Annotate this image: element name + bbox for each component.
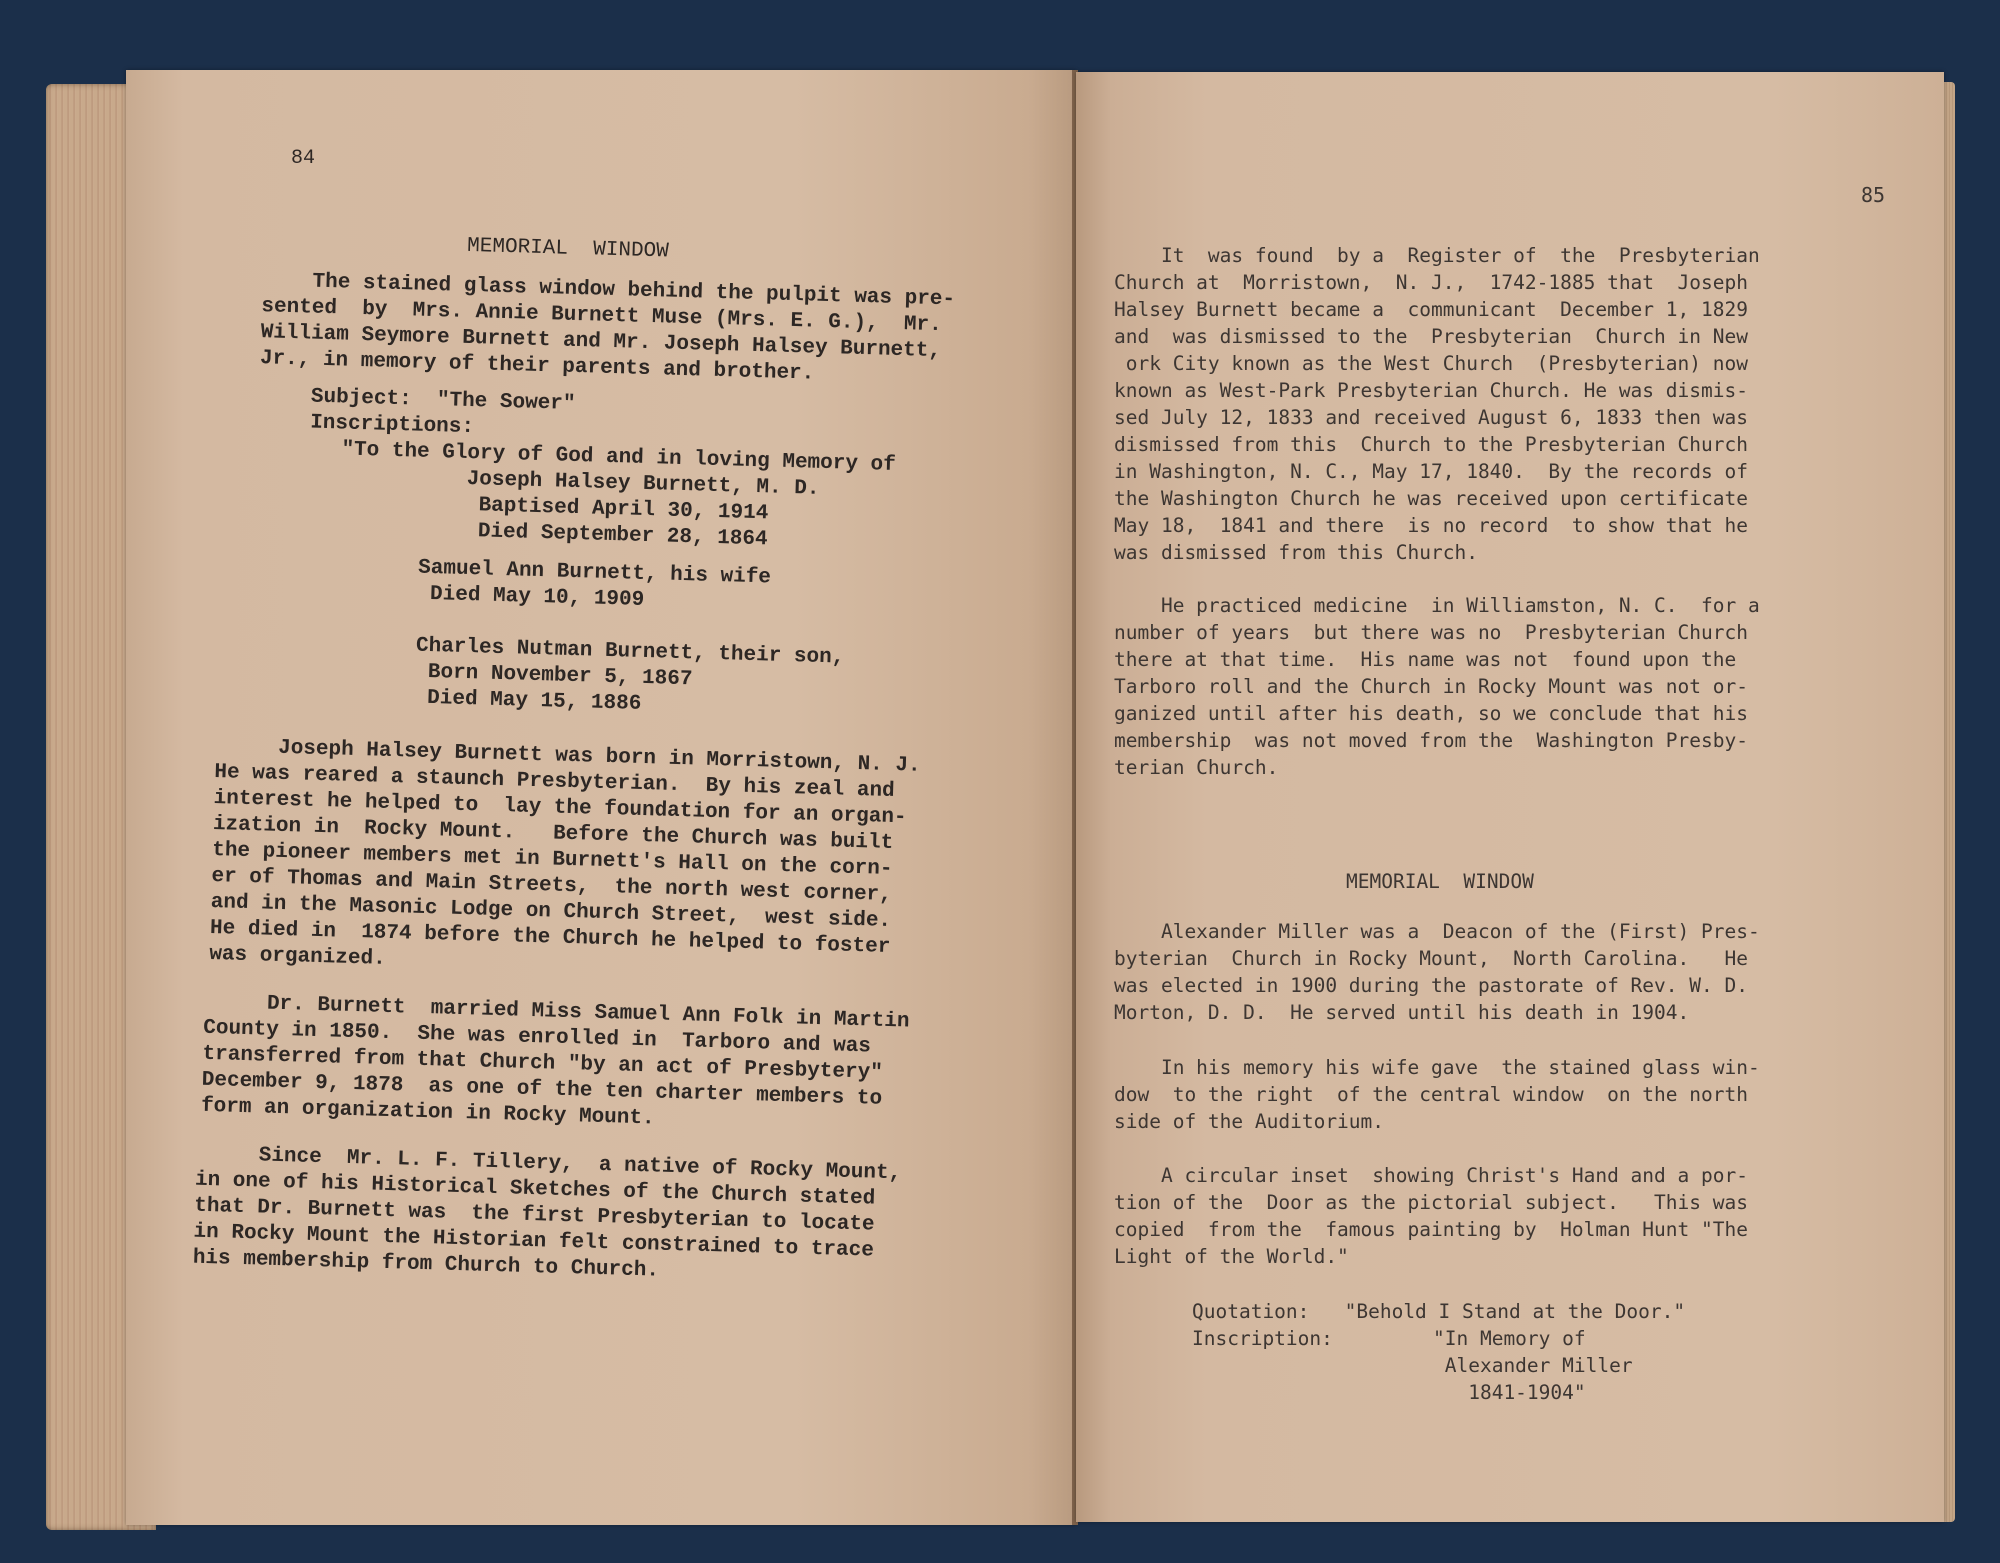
page-number: 84: [291, 147, 316, 170]
quotation-line: Quotation: "Behold I Stand at the Door.": [1192, 1300, 1686, 1323]
page-heading: MEMORIAL WINDOW: [466, 234, 670, 264]
inscription-label: Inscription:: [1192, 1327, 1333, 1350]
subject-line: Subject: "The Sower": [310, 385, 576, 416]
inscription-samuel: Samuel Ann Burnett, his wife Died May 10, 1909: [417, 556, 772, 612]
inscription-charles: Charles Nutman Burnett, their son, Born November 5, 1867 Died May 15, 1886: [414, 634, 845, 716]
page-number: 85: [1861, 183, 1886, 207]
inscription-joseph: "To the Glory of God and in loving Memory of Joseph Halsey Burnett, M. D. Baptised April 30, 1914 Died September 28, 1864: [338, 438, 897, 552]
left-page-content: [126, 70, 1076, 1525]
intro-paragraph: The stained glass window behind the pulpit was pre- sented by Mrs. Annie Burnett Muse (Mrs. E. G.), Mr. William Seymore Burnett and Mr. Joseph Halsey Burnett, Jr., in memory of their parents and brother.: [259, 269, 956, 386]
paragraph-married: Dr. Burnett married Miss Samuel Ann Folk in Martin County in 1850. She was enrolled in Tarboro and was transferred from that Church "by an act of Presbytery" December 9, 1878 as one of the ten charter members to form an organization in Rocky Mount.: [200, 990, 910, 1131]
left-page: [126, 70, 1076, 1525]
paragraph-miller: Alexander Miller was a Deacon of the (First) Pres- byterian Church in Rocky Mount, North Carolina. He was elected in 1900 during the pastorate of Rev. W. D. Morton, D. D. He served until his death in 1904.: [1114, 920, 1760, 1024]
inscription-miller: "In Memory of Alexander Miller 1841-1904": [1433, 1327, 1633, 1404]
paragraph-register: It was found by a Register of the Presbyterian Church at Morristown, N. J., 1742-1885 that Joseph Halsey Burnett became a communicant December 1, 1829 and was dismissed to the Presbyterian Church in New ork City known as the West Church (Presbyterian) now known as West-Park Presbyterian Church. He was dismis- sed July 12, 1833 and received August 6, 1833 then was dismissed from this Church to the Presbyterian Church in Washington, N. C., May 17, 1840. By the records of the Washington Church he was received upon certificate May 18, 1841 and there is no record to show that he was dismissed from this Church.: [1114, 244, 1760, 564]
paragraph-practiced: He practiced medicine in Williamston, N. C. for a number of years but there was no Presbyterian Church there at that time. His name was not found upon the Tarboro roll and the Church in Rocky Mount was not or- ganized until after his death, so we conclude that his membership was not moved from the Washington Presby- terian Church.: [1114, 594, 1760, 779]
inscriptions-label: Inscriptions:: [309, 411, 475, 440]
paragraph-born: Joseph Halsey Burnett was born in Morristown, N. J. He was reared a staunch Presbyterian. By his zeal and interest he helped to lay the foundation for an organ- ization in Rocky Mount. Before the Church was built the pioneer members met in Burnett's Hall on the corn- er of Thomas and Main Streets, the north west corner, and in the Masonic Lodge on Church Street, west side. He died in 1874 before the Church he helped to foster was organized.: [208, 735, 921, 971]
page-heading: MEMORIAL WINDOW: [1346, 870, 1534, 893]
open-book: [46, 62, 1956, 1530]
right-page: [1076, 72, 1944, 1522]
paragraph-memory: In his memory his wife gave the stained glass win- dow to the right of the central window on the north side of the Auditorium.: [1114, 1056, 1760, 1133]
paragraph-inset: A circular inset showing Christ's Hand and a por- tion of the Door as the pictorial subject. This was copied from the famous painting by Holman Hunt "The Light of the World.": [1114, 1164, 1748, 1268]
paragraph-tillery: Since Mr. L. F. Tillery, a native of Rocky Mount, in one of his Historical Sketches of the Church stated that Dr. Burnett was the first Presbyterian to locate in Rocky Mount the Historian felt constrained to trace his membership from Church to Church.: [192, 1142, 902, 1283]
